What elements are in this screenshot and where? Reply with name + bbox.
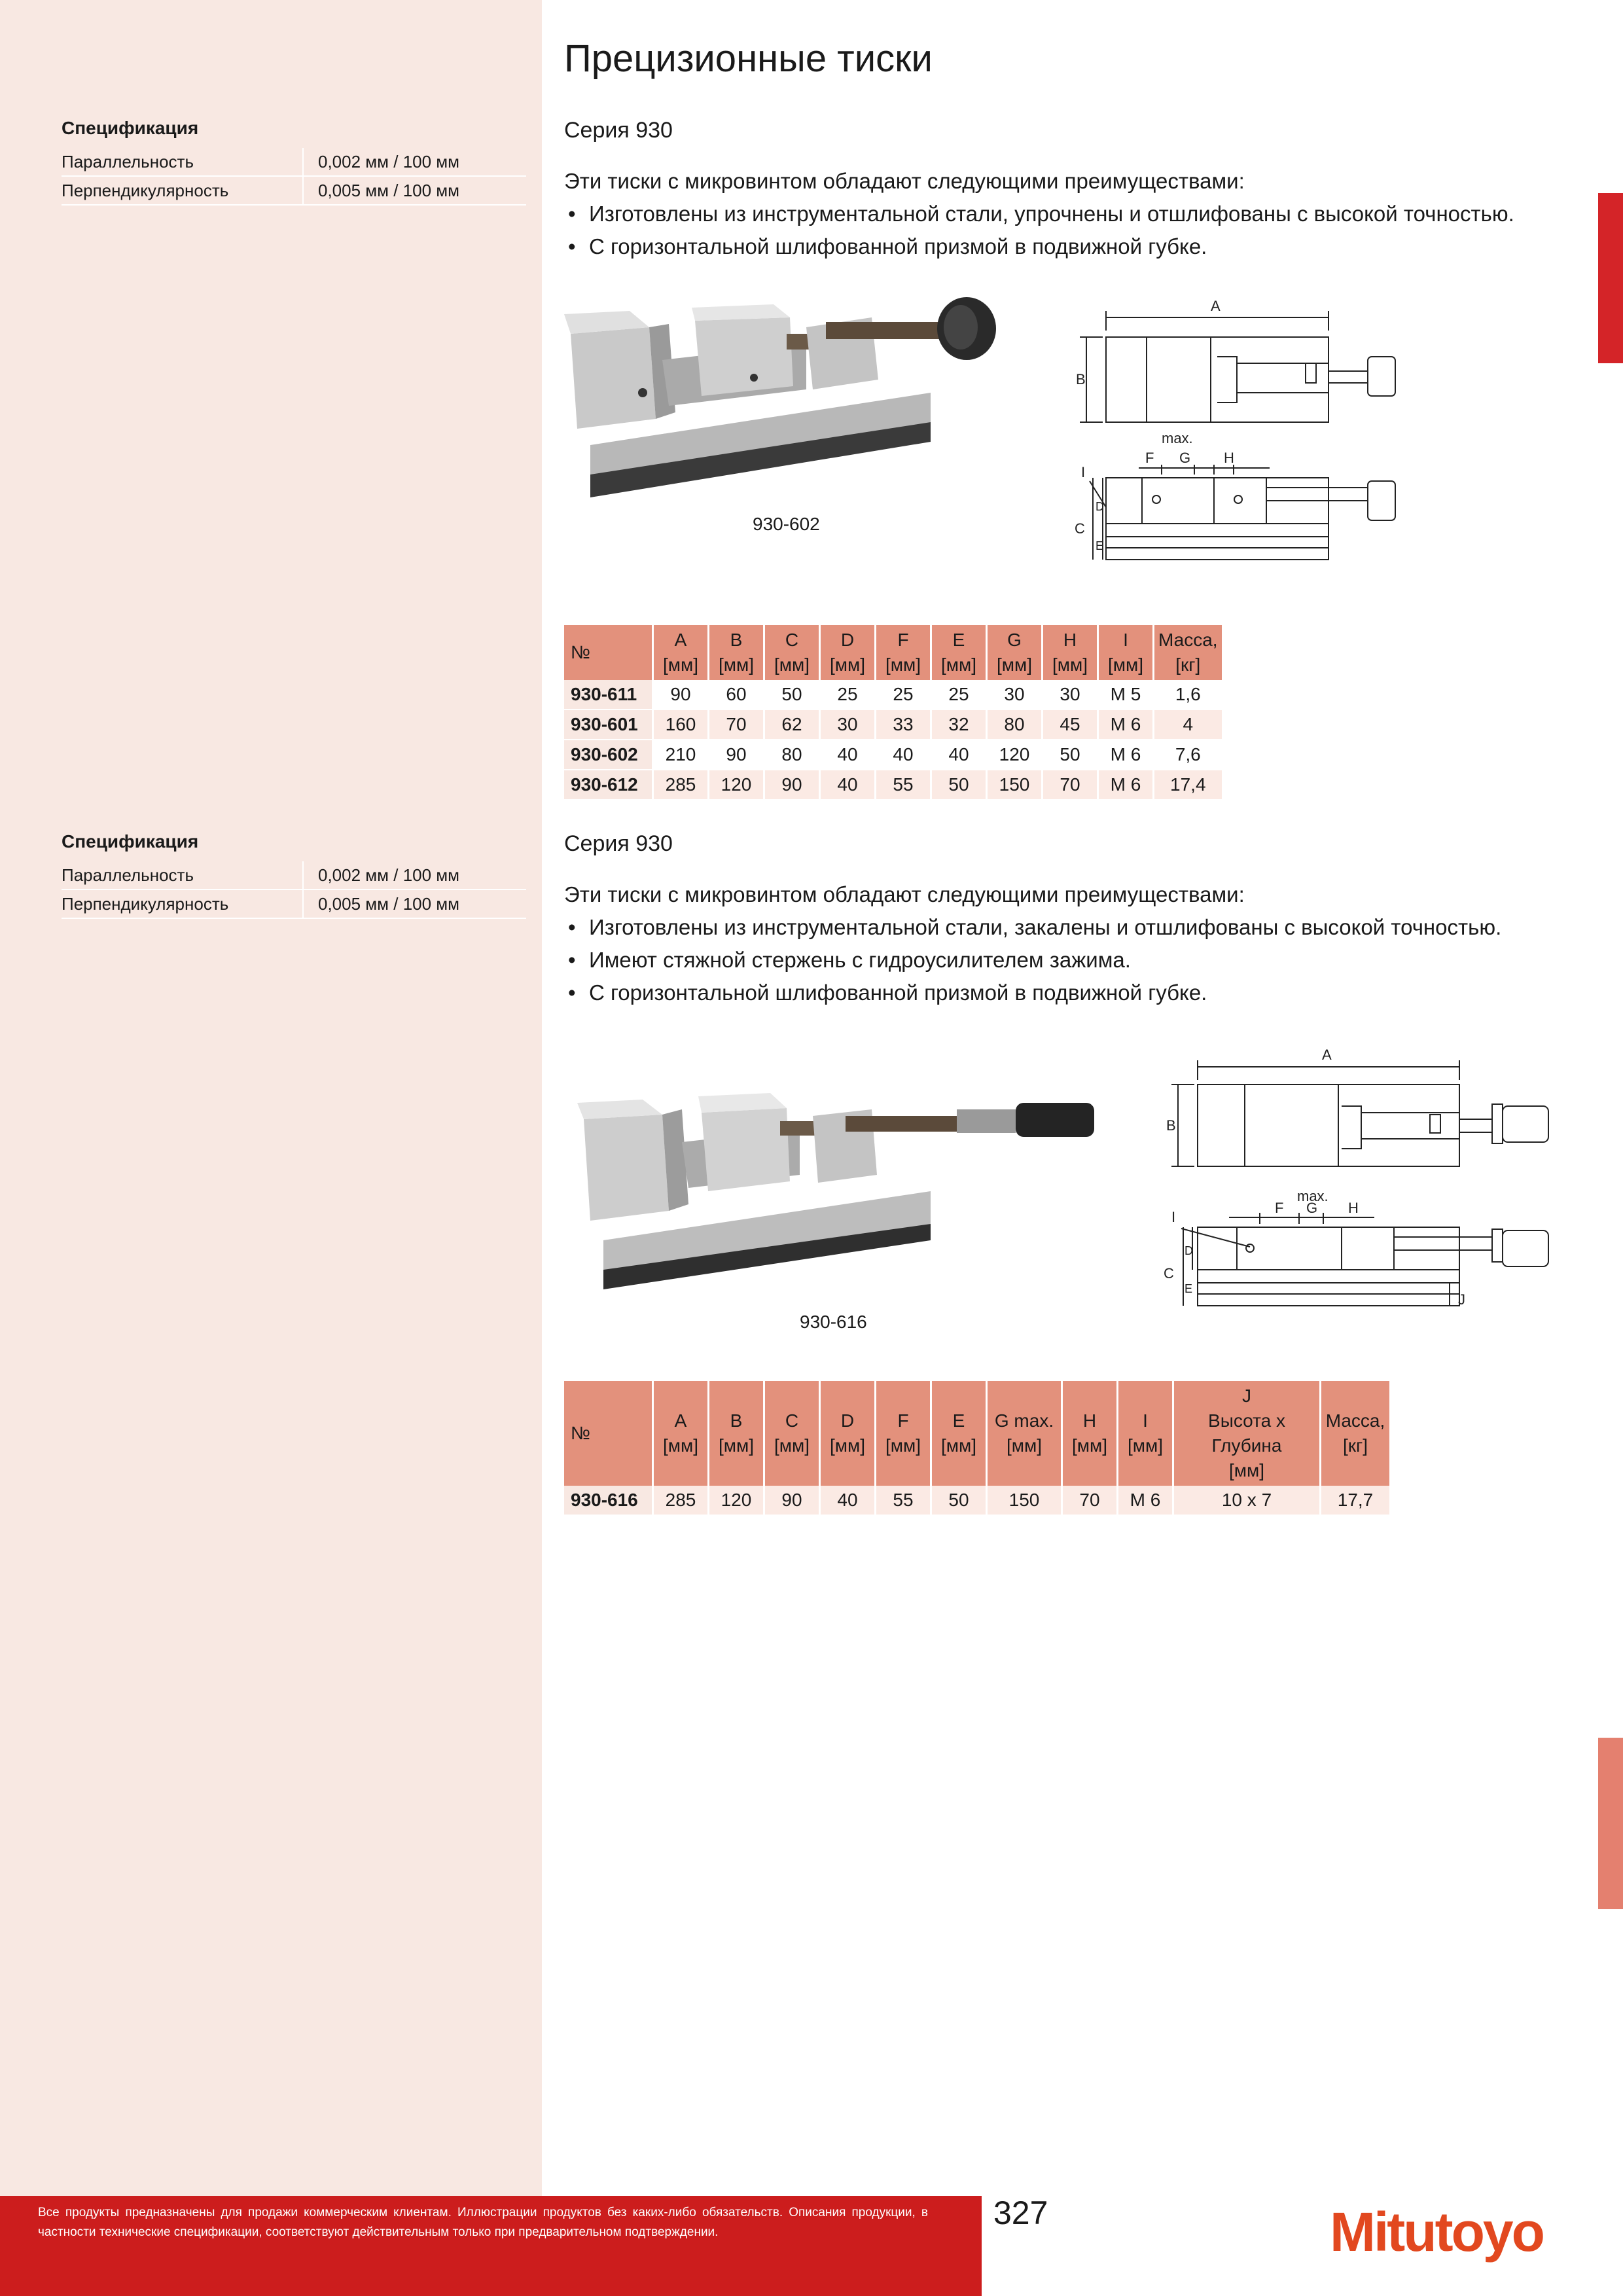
col-header [876,625,931,680]
col-header [1154,625,1223,680]
spec-row [62,861,526,890]
header-text: Масса, [1325,1410,1385,1431]
table-cell: 285 [653,770,709,800]
row-article-no: 930-616 [564,1486,653,1515]
col-header [1098,625,1154,680]
header-text: A [674,630,687,650]
bullet-item: • Изготовлены из инструментальной стали, упрочнены и отшлифованы с высокой точностью. [564,198,1533,230]
dim-label-d: D [1185,1244,1193,1257]
table-cell: 40 [931,740,987,770]
table-cell: 32 [931,709,987,740]
table-cell: 7,6 [1154,740,1223,770]
dim-label-h: H [1348,1200,1359,1216]
intro-text-2 [564,878,1533,1009]
table-cell: 50 [931,1486,987,1515]
col-header [1062,1381,1118,1486]
header-text: [мм] [1071,1435,1108,1456]
table-cell: 40 [820,770,876,800]
spec-row [62,890,526,919]
table-cell: 55 [876,770,931,800]
col-header [820,625,876,680]
header-text: [мм] [774,1435,810,1456]
row-article-no: 930-612 [564,770,653,800]
header-text: I [1123,630,1128,650]
header-text: [мм] [1228,1460,1265,1480]
col-header [764,625,820,680]
photo-caption-2: 930-616 [800,1312,867,1332]
section-tab-upper [1598,193,1623,363]
row-article-no: 930-611 [564,680,653,709]
table-cell: 25 [876,680,931,709]
header-text: № [571,1423,591,1443]
table-cell: 120 [709,770,764,800]
intro-line: Эти тиски с микровинтом обладают следующими преимуществами: [564,169,1245,193]
table-cell: M 6 [1098,770,1154,800]
table-row [564,770,1222,800]
table-row [564,680,1222,709]
table-cell: 17,4 [1154,770,1223,800]
spec-block-1 [62,118,526,206]
spec-value: 0,002 мм / 100 мм [302,861,526,889]
dim-label-g: G [1306,1200,1318,1216]
header-text: [мм] [1127,1435,1164,1456]
header-unit: [мм] [885,655,921,675]
spec-label: Параллельность [62,151,194,171]
table-cell: 50 [1043,740,1098,770]
intro-line: Эти тиски с микровинтом обладают следующими преимуществами: [564,882,1245,906]
table-row [564,709,1222,740]
dim-label-f: F [1275,1200,1284,1216]
header-text: D [840,1410,855,1431]
header-text: [кг] [1342,1435,1368,1456]
vise-photo-930-616 [564,1044,1101,1306]
left-sidebar [0,0,542,2296]
spec-label: Перпендикулярность [62,180,229,200]
table-cell: 30 [1043,680,1098,709]
table-cell: 120 [709,1486,764,1515]
header-text: № [571,642,591,662]
table-cell: 90 [709,740,764,770]
dim-label-g: G [1179,450,1191,466]
col-header [1043,625,1098,680]
table-cell: 50 [931,770,987,800]
footer-disclaimer: Все продукты предназначены для продажи коммерческим клиентам. Иллюстрации продуктов без каких-либо обязательств. Описания продукции, в частности технические спецификации, соответствуют действительным только при предварительном подтверждении. [38,2206,928,2239]
table-cell: 17,7 [1321,1486,1391,1515]
dim-label-c: C [1075,520,1085,537]
table-cell: 10 x 7 [1173,1486,1321,1515]
dim-label-j: J [1458,1291,1465,1308]
col-header [820,1381,876,1486]
header-text: E [952,1410,965,1431]
vise-photo-930-602 [564,281,1035,517]
dimension-drawing-1 [1067,291,1433,579]
header-text: H [1082,1410,1097,1431]
table-cell: 4 [1154,709,1223,740]
header-unit: [мм] [1107,655,1144,675]
header-text: H [1063,630,1077,650]
header-text: [мм] [940,1435,977,1456]
col-header [653,625,709,680]
dim-label-e: E [1096,539,1104,552]
page-title: Прецизионные тиски [564,37,933,80]
spec-row [62,148,526,177]
dim-label-a: A [1211,298,1221,314]
header-unit: [мм] [996,655,1033,675]
spec-label: Перпендикулярность [62,893,229,914]
header-text: C [785,630,799,650]
header-text: Высота x Глубина [1208,1410,1285,1456]
col-header [1118,1381,1173,1486]
dim-label-d: D [1096,500,1104,513]
table-cell: 25 [820,680,876,709]
table-cell: 80 [764,740,820,770]
table-row [564,740,1222,770]
header-unit: [кг] [1175,655,1201,675]
spec-table-1 [564,625,1224,800]
header-unit: [мм] [1052,655,1088,675]
col-header [1173,1381,1321,1486]
col-header [987,1381,1062,1486]
header-unit: [мм] [940,655,977,675]
bullet-item: • Имеют стяжной стержень с гидроусилителем зажима. [564,944,1533,977]
col-header [709,625,764,680]
table-cell: 60 [709,680,764,709]
table-cell: 40 [820,1486,876,1515]
table-cell: 120 [987,740,1043,770]
dim-label-b: B [1166,1117,1176,1134]
table-cell: 45 [1043,709,1098,740]
table-cell: 210 [653,740,709,770]
table-cell: 1,6 [1154,680,1223,709]
col-header-no [564,1381,653,1486]
header-text: [мм] [885,1435,921,1456]
spec-value: 0,005 мм / 100 мм [302,890,526,918]
col-header-no [564,625,653,680]
dim-label-f: F [1145,450,1154,466]
table-row [564,1486,1391,1515]
dim-label-c: C [1164,1265,1174,1282]
col-header [876,1381,931,1486]
table-cell: M 6 [1098,709,1154,740]
dim-label-e: E [1185,1282,1193,1295]
col-header [653,1381,709,1486]
row-article-no: 930-602 [564,740,653,770]
table-cell: 150 [987,1486,1062,1515]
header-text: D [840,630,855,650]
header-text: [мм] [718,1435,755,1456]
header-text: I [1143,1410,1148,1431]
header-text: Масса, [1158,630,1218,650]
table-cell: 70 [709,709,764,740]
col-header [764,1381,820,1486]
intro-text-1 [564,165,1533,263]
table-cell: 40 [820,740,876,770]
table-cell: 33 [876,709,931,740]
row-article-no: 930-601 [564,709,653,740]
spec-value: 0,002 мм / 100 мм [302,148,526,175]
table-cell: 50 [764,680,820,709]
table-cell: 80 [987,709,1043,740]
table-cell: 30 [820,709,876,740]
mitutoyo-logo: Mitutoyo [1330,2201,1543,2263]
bullet-item: • Изготовлены из инструментальной стали, закалены и отшлифованы с высокой точностью. [564,911,1533,944]
table-cell: M 6 [1098,740,1154,770]
dim-label-i: I [1081,464,1086,480]
header-unit: [мм] [662,655,699,675]
col-header [987,625,1043,680]
table-cell: 90 [764,770,820,800]
spec-value: 0,005 мм / 100 мм [302,177,526,204]
header-text: F [897,630,909,650]
table-cell: 70 [1043,770,1098,800]
header-text: J [1242,1386,1251,1406]
col-header [931,625,987,680]
bullet-item: • С горизонтальной шлифованной призмой в подвижной губке. [564,230,1533,263]
bullet-list [564,198,1533,263]
page-number: 327 [993,2195,1048,2231]
header-text: [мм] [662,1435,699,1456]
table-cell: 90 [764,1486,820,1515]
table-cell: 62 [764,709,820,740]
series-heading-2: Серия 930 [564,831,673,856]
table-cell: 160 [653,709,709,740]
table-cell: 55 [876,1486,931,1515]
dim-label-i: I [1171,1209,1176,1225]
series-heading-1: Серия 930 [564,118,673,143]
dim-label-max: max. [1297,1188,1329,1204]
col-header [931,1381,987,1486]
dim-label-a: A [1322,1047,1332,1063]
table-cell: M 5 [1098,680,1154,709]
col-header [709,1381,764,1486]
section-tab-lower [1598,1738,1623,1909]
bullet-item: • С горизонтальной шлифованной призмой в подвижной губке. [564,977,1533,1009]
table-cell: M 6 [1118,1486,1173,1515]
photo-caption-1: 930-602 [753,514,820,534]
table-cell: 40 [876,740,931,770]
header-unit: [мм] [718,655,755,675]
table-cell: 30 [987,680,1043,709]
dimension-drawing-2 [1152,1044,1571,1319]
dim-label-h: H [1224,450,1234,466]
spec-block-2 [62,831,526,919]
header-unit: [мм] [774,655,810,675]
header-unit: [мм] [829,655,866,675]
header-text: A [674,1410,687,1431]
header-text: E [952,630,965,650]
spec-table-2 [564,1381,1391,1516]
bullet-list [564,911,1533,1009]
header-text: B [730,1410,743,1431]
header-text: [мм] [829,1435,866,1456]
table-cell: 25 [931,680,987,709]
header-text: G [1007,630,1022,650]
dim-label-b: B [1076,371,1086,387]
header-text: B [730,630,743,650]
header-text: C [785,1410,799,1431]
header-text: F [897,1410,909,1431]
spec-title: Спецификация [62,118,199,138]
header-text: G max. [994,1410,1054,1431]
table-cell: 150 [987,770,1043,800]
spec-title: Спецификация [62,831,199,852]
spec-label: Параллельность [62,865,194,885]
table-cell: 70 [1062,1486,1118,1515]
dim-label-max: max. [1162,430,1193,446]
col-header [1321,1381,1391,1486]
header-text: [мм] [1006,1435,1043,1456]
spec-row [62,177,526,206]
table-cell: 285 [653,1486,709,1515]
table-cell: 90 [653,680,709,709]
